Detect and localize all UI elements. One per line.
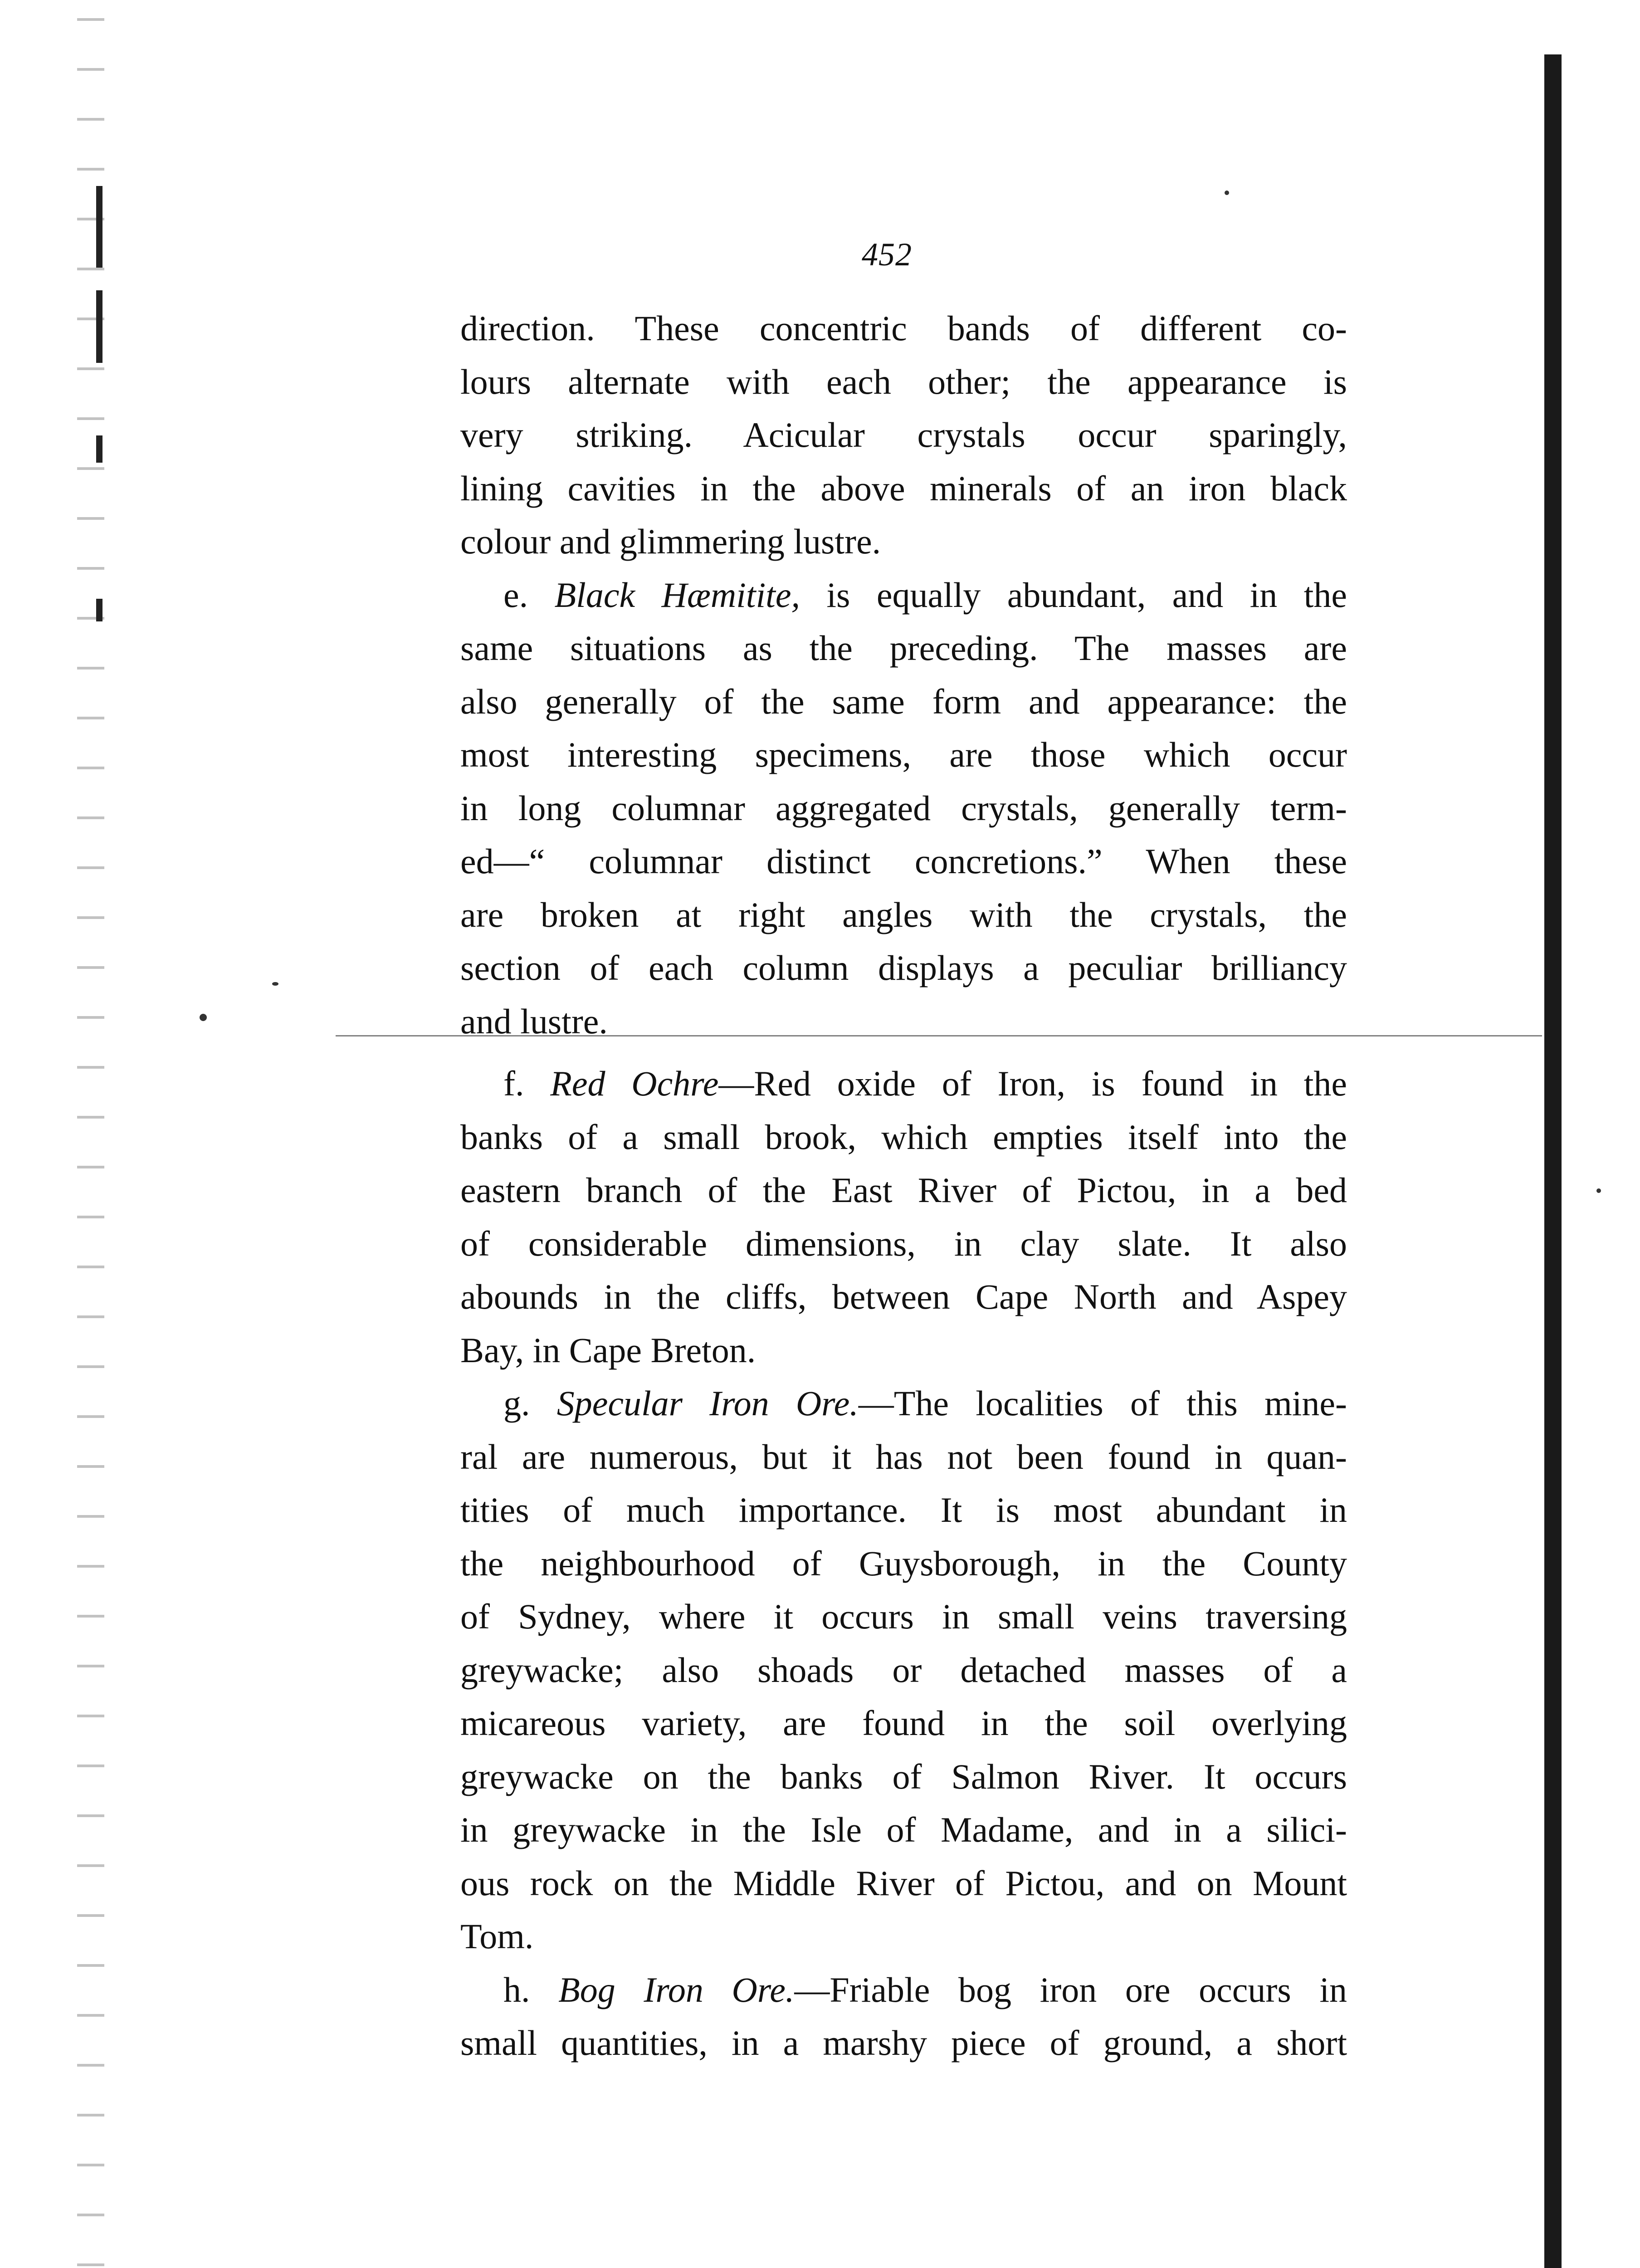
text-line: in long columnar aggregated crystals, generally term- bbox=[460, 788, 1347, 828]
text-line: greywacke on the banks of Salmon River. It occurs bbox=[460, 1756, 1347, 1796]
paragraph-continuation bbox=[460, 302, 1347, 568]
text-line: very striking. Acicular crystals occur sparingly, bbox=[460, 415, 1347, 455]
page-number: 452 bbox=[862, 236, 912, 273]
paragraph-first-line bbox=[460, 568, 1347, 622]
text-line: in greywacke in the Isle of Madame, and in a silici- bbox=[460, 1810, 1347, 1849]
paragraph-first-line bbox=[460, 1057, 1347, 1110]
text-line: section of each column displays a peculiar brilliancy bbox=[460, 948, 1347, 987]
page-edge-shadow bbox=[1544, 54, 1562, 2268]
mineral-heading: Specular Iron Ore. bbox=[556, 1383, 859, 1423]
mineral-heading: Red Ochre bbox=[550, 1064, 719, 1103]
text-line: tities of much importance. It is most abundant in bbox=[460, 1490, 1347, 1530]
text-line: —The localities of this mine- bbox=[858, 1383, 1347, 1423]
text-line: the neighbourhood of Guysborough, in the County bbox=[460, 1543, 1347, 1583]
paragraph-black-haematite bbox=[460, 568, 1347, 1048]
item-letter: e. bbox=[503, 575, 528, 615]
mineral-heading: Bog Iron Ore. bbox=[558, 1970, 795, 2009]
text-line: is equally abundant, and in the bbox=[826, 575, 1347, 615]
text-line: and lustre. bbox=[460, 1001, 608, 1041]
paragraph-red-ochre bbox=[460, 1057, 1347, 1377]
binding-mark bbox=[96, 599, 102, 621]
text-line: Tom. bbox=[460, 1916, 534, 1956]
paragraph-bog-iron-ore bbox=[460, 1963, 1347, 2070]
text-line: micareous variety, are found in the soil overlying bbox=[460, 1703, 1347, 1743]
text-line: direction. These concentric bands of different co- bbox=[460, 308, 1347, 348]
binding-mark bbox=[96, 435, 102, 463]
text-line: Bay, in Cape Breton. bbox=[460, 1330, 756, 1370]
text-line: lours alternate with each other; the appearance is bbox=[460, 362, 1347, 401]
text-line: also generally of the same form and appearance: the bbox=[460, 681, 1347, 721]
text-line: banks of a small brook, which empties itself into the bbox=[460, 1117, 1347, 1157]
text-line: same situations as the preceding. The masses are bbox=[460, 628, 1347, 668]
scan-speck bbox=[1225, 191, 1229, 195]
text-line: eastern branch of the East River of Pictou, in a bed bbox=[460, 1170, 1347, 1210]
text-line: are broken at right angles with the crystals, the bbox=[460, 894, 1347, 934]
text-line: ed—“ columnar distinct concretions.” When these bbox=[460, 841, 1347, 881]
text-line: —Friable bog iron ore occurs in bbox=[794, 1970, 1347, 2009]
text-line: ous rock on the Middle River of Pictou, and on Mount bbox=[460, 1863, 1347, 1903]
text-line: small quantities, in a marshy piece of ground, a short bbox=[460, 2023, 1347, 2063]
text-line: abounds in the cliffs, between Cape North and Aspey bbox=[460, 1277, 1347, 1316]
paragraph-specular-iron-ore bbox=[460, 1377, 1347, 1963]
text-line: lining cavities in the above minerals of an iron black bbox=[460, 468, 1347, 508]
item-letter: g. bbox=[503, 1383, 530, 1423]
text-line: greywacke; also shoads or detached masses of a bbox=[460, 1650, 1347, 1690]
scan-speck bbox=[272, 982, 278, 986]
text-line: ral are numerous, but it has not been found in quan- bbox=[460, 1437, 1347, 1476]
binding-mark bbox=[96, 186, 102, 268]
scan-speck bbox=[1596, 1188, 1601, 1193]
item-letter: h. bbox=[503, 1970, 530, 2009]
text-line: colour and glimmering lustre. bbox=[460, 522, 881, 561]
text-line: of Sydney, where it occurs in small veins traversing bbox=[460, 1597, 1347, 1636]
text-line: most interesting specimens, are those which occur bbox=[460, 735, 1347, 774]
paragraph-first-line bbox=[460, 1963, 1347, 2017]
scan-speck bbox=[200, 1014, 207, 1021]
text-line: —Red oxide of Iron, is found in the bbox=[718, 1064, 1347, 1103]
text-line: of considerable dimensions, in clay slate. It also bbox=[460, 1223, 1347, 1263]
mineral-heading: Black Hæmitite, bbox=[554, 575, 800, 615]
body-text bbox=[460, 302, 1347, 2070]
item-letter: f. bbox=[503, 1064, 524, 1103]
paragraph-first-line bbox=[460, 1377, 1347, 1430]
binding-mark bbox=[96, 290, 102, 363]
